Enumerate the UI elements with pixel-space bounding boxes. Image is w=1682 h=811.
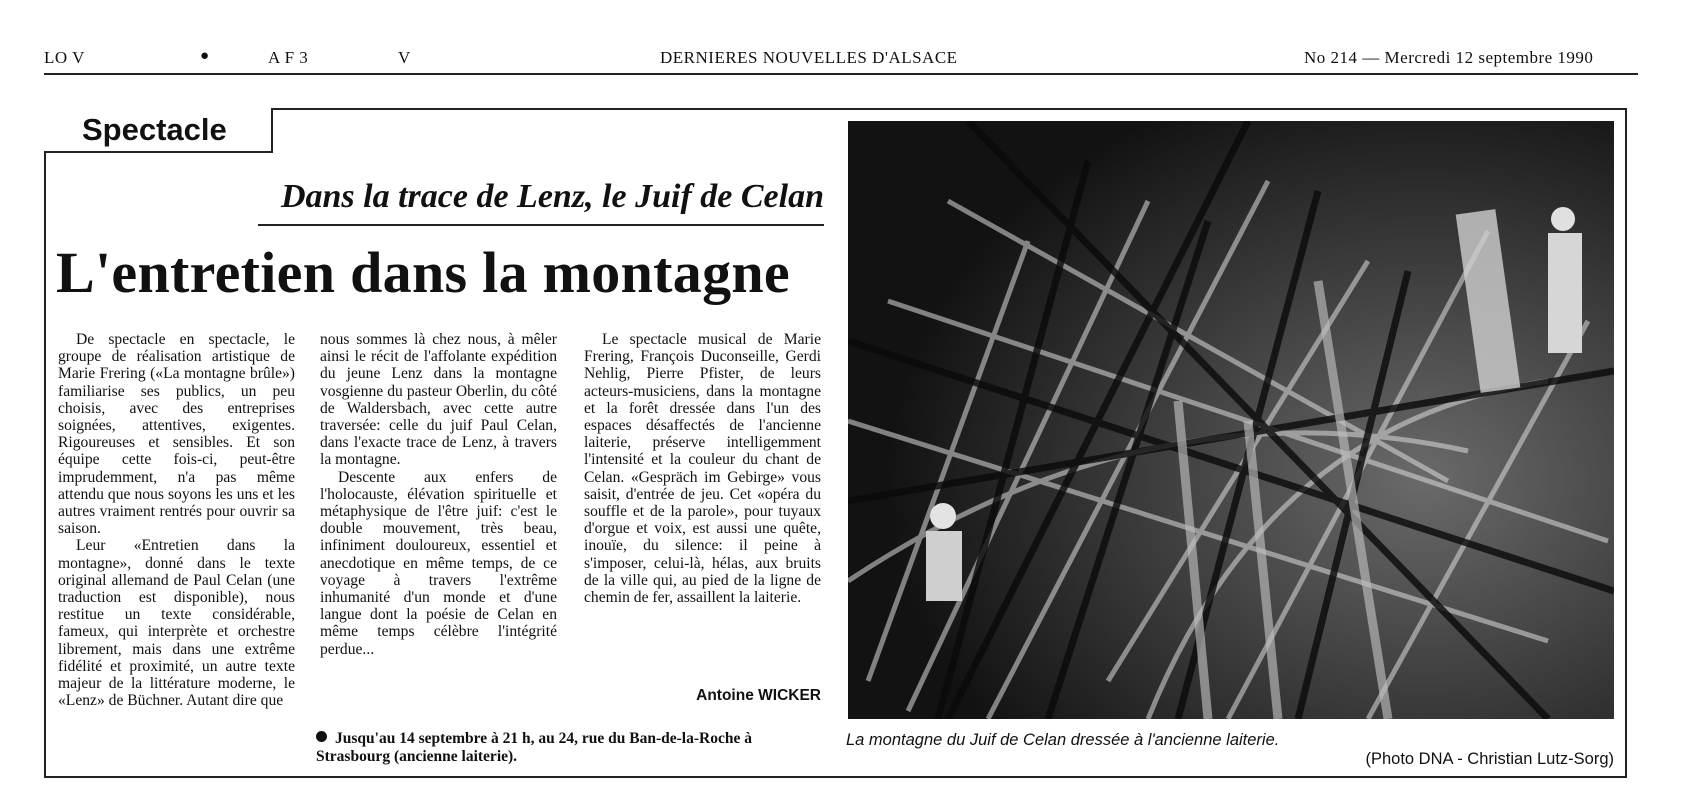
paragraph: Le spectacle musical de Marie Frering, François Duconseille, Gerdi Nehlig, Pierre Pfister, de leurs acteurs-musiciens, dans la montagne et la forêt dressée dans l'un des espaces désaffectés de l'ancienne laiterie, préserve intelligemment l'intensité et la couleur du chant de Celan. «Gespräch im Gebirge» vous saisit, d'entrée de jeu. Cet «opéra du souffle et de la parole», pour tuyaux d'orgue et voix, est aussi une quête, inouïe, du silence: il peine à s'imposer, celui-là, hélas, aux bruits de la ville qui, au pied de la ligne de chemin de fer, assaillent la laiterie. (584, 331, 821, 607)
article-kicker: Dans la trace de Lenz, le Juif de Celan (280, 178, 824, 215)
photo-credit: (Photo DNA - Christian Lutz-Sorg) (1365, 750, 1614, 768)
page-letter: V (398, 48, 411, 67)
article-headline: L'entretien dans la montagne (56, 240, 790, 305)
page-code: A F 3 (268, 48, 309, 67)
photo-image (848, 121, 1614, 719)
edition-code: LO V (44, 48, 85, 67)
byline: Antoine WICKER (696, 687, 821, 704)
kicker-rule (258, 224, 824, 226)
text-column-2 (320, 331, 557, 658)
header-rule (44, 73, 1638, 75)
paragraph: De spectacle en spectacle, le groupe de réalisation artistique de Marie Frering («La montagne brûle») familiarise ses publics, un peu choisis, avec des entreprises soignées, attentives, exigentes. Rigoureuses et sensibles. Et son équipe cette fois-ci, peut-être imprudemment, n'a pas même attendu que nous soyons les uns et les autres vraiment rentrés pour ouvrir sa saison. (58, 331, 295, 538)
text-column-3 (584, 331, 821, 606)
practical-info (316, 730, 822, 766)
edition-mark: ● (200, 48, 210, 64)
paragraph: Descente aux enfers de l'holocauste, élévation spirituelle et métaphysique de l'être juif: c'est le double mouvement, très beau, infiniment douloureux, essentiel et anecdotique en même temps, de ce voyage à travers l'extrême inhumanité d'un monde et d'une langue dont la poésie de Celan en même temps célèbre l'intégrité perdue... (320, 468, 557, 658)
newspaper-name: DERNIERES NOUVELLES D'ALSACE (660, 48, 958, 67)
issue-date: No 214 — Mercredi 12 septembre 1990 (1304, 48, 1594, 67)
paragraph: Leur «Entretien dans la montagne», donné dans le texte original allemand de Paul Celan (une traduction est disponible), nous restitue un texte considérable, fameux, qui interprète et orchestre librement, mais dans une extrême fidélité et proximité, un autre texte majeur de la littérature moderne, le «Lenz» de Büchner. Autant dire que (58, 537, 295, 710)
bullet-icon (316, 731, 327, 742)
section-label: Spectacle (44, 108, 273, 153)
practical-info-text: Jusqu'au 14 septembre à 21 h, au 24, rue du Ban-de-la-Roche à Strasbourg (ancienne laiterie). (316, 730, 752, 765)
article-photo (848, 121, 1614, 719)
paragraph: nous sommes là chez nous, à mêler ainsi le récit de l'affolante expédition du jeune Lenz dans la montagne vosgienne du pasteur Oberlin, du côté de Waldersbach, avec cette autre traversée: celle du juif Paul Celan, dans l'exacte trace de Lenz, à travers la montagne. (320, 331, 557, 469)
text-column-1 (58, 331, 295, 709)
photo-caption: La montagne du Juif de Celan dressée à l'ancienne laiterie. (846, 731, 1280, 749)
